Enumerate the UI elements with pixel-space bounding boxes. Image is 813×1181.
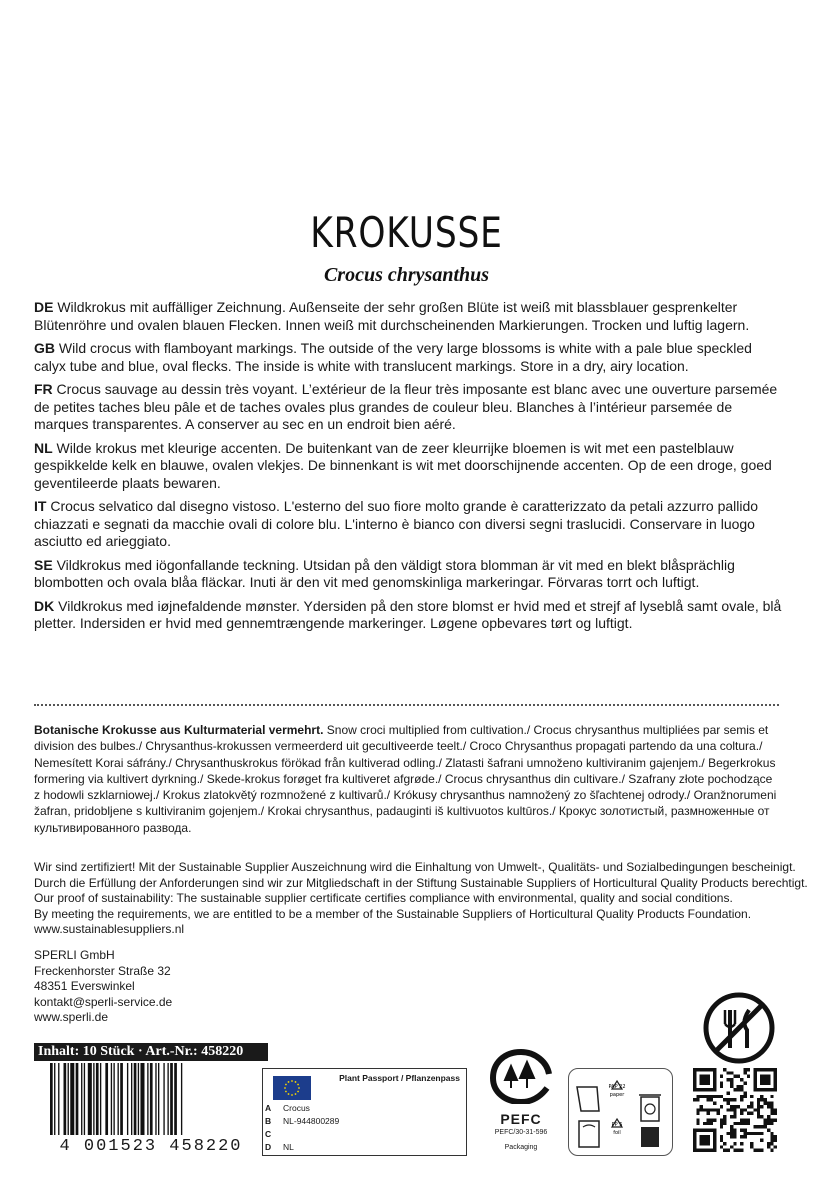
language-code: SE bbox=[34, 556, 53, 573]
recycling-info bbox=[568, 1068, 673, 1156]
city: 48351 Everswinkel bbox=[34, 979, 135, 993]
plant-passport bbox=[262, 1068, 467, 1156]
street: Freckenhorster Straße 32 bbox=[34, 963, 171, 978]
qr-code-icon[interactable] bbox=[693, 1068, 777, 1152]
description-gb bbox=[34, 340, 784, 375]
product-title: KROKUSSE bbox=[310, 208, 503, 257]
description-nl bbox=[34, 440, 784, 493]
svg-text:PP 5: PP 5 bbox=[611, 1122, 623, 1128]
not-edible-icon bbox=[701, 990, 777, 1066]
content-bar: Inhalt: 10 Stück · Art.-Nr.: 458220 bbox=[34, 1043, 268, 1061]
passport-row: C bbox=[265, 1129, 272, 1139]
pefc-logo-icon bbox=[489, 1048, 553, 1104]
propagation-heading: Botanische Krokusse aus Kulturmaterial vermehrt. bbox=[34, 723, 324, 737]
description-text: Wildkrokus mit auffälliger Zeichnung. Außenseite der sehr großen Blüte ist weiß mit blassblauer gesprenkelter Blütenröhre und ovalen blauen Flecken. Innen weiß mit durchscheinenden Markierungen. Trocken und luftig lagern. bbox=[34, 299, 750, 333]
description-text: Vildkrokus med iøjnefaldende mønster. Ydersiden på den store blomst er hvid med et strejf af lyseblå samt ovale, blå pletter. Indersiden er hvid med gennemtrængende markeringer. Løgene opbevares tørt og luftigt. bbox=[34, 597, 782, 631]
language-code: GB bbox=[34, 340, 55, 356]
propagation-note bbox=[34, 722, 779, 836]
passport-row: D NL bbox=[265, 1142, 294, 1152]
website-link[interactable]: www.sperli.de bbox=[34, 1010, 109, 1024]
barcode-number: 4 001523 458220 bbox=[59, 1137, 243, 1156]
svg-text:foil: foil bbox=[613, 1130, 621, 1136]
description-text: Crocus sauvage au dessin très voyant. L’extérieur de la fleur très imposante est blanc avec une ouverture parsemée de petites taches bleu pâle et de taches ovales plus grandes de couleur bleu. Blanches à l’intérieur parsemée de marques transparentes. A conserver au sec en un endroit bien aéré. bbox=[34, 381, 778, 432]
description-text: Wild crocus with flamboyant markings. The outside of the very large blossoms is white with a pale blue speckled calyx tube and blue, oval flecks. The inside is white with translucent markings. Store in a dry, airy location. bbox=[34, 340, 752, 374]
svg-text:PAP 22: PAP 22 bbox=[608, 1084, 626, 1090]
recycling-icon bbox=[569, 1069, 672, 1155]
eu-flag-icon bbox=[273, 1076, 311, 1100]
contact-email[interactable]: kontakt@sperli-service.de bbox=[34, 994, 173, 1009]
description-fr bbox=[34, 381, 784, 434]
cert-line: Durch die Erfüllung der Anforderungen sind wir zur Mitgliedschaft in der Stiftung Sustainable Suppliers of Horticultural Quality Products berechtigt. bbox=[34, 875, 808, 890]
passport-row: A Crocus bbox=[265, 1103, 310, 1113]
description-se bbox=[34, 557, 784, 592]
language-code: FR bbox=[34, 381, 53, 397]
company-name: SPERLI GmbH bbox=[34, 948, 115, 962]
cert-line: By meeting the requirements, we are entitled to be a member of the Sustainable Suppliers of Horticultural Quality Products Foundation. bbox=[34, 906, 752, 921]
pefc-packaging: Packaging bbox=[504, 1144, 538, 1151]
pefc-code: PEFC/30-31-596 bbox=[494, 1129, 548, 1136]
description-de bbox=[34, 299, 784, 334]
pefc-name: PEFC bbox=[500, 1111, 542, 1127]
cert-line: Wir sind zertifiziert! Mit der Sustainable Supplier Auszeichnung wird die Einhaltung von Umwelt-, Qualitäts- und Sozialbedingungen bescheinigt. bbox=[34, 860, 796, 874]
certification-text bbox=[34, 860, 808, 938]
language-code: NL bbox=[34, 439, 53, 456]
passport-title: Plant Passport / Pflanzenpass bbox=[339, 1073, 460, 1083]
botanical-name: Crocus chrysanthus bbox=[323, 264, 490, 286]
dotted-divider bbox=[34, 704, 779, 706]
passport-row: B NL-944800289 bbox=[265, 1116, 340, 1126]
descriptions bbox=[34, 299, 784, 639]
description-it bbox=[34, 498, 784, 551]
description-text: Vildkrokus med iögonfallande teckning. Utsidan på den väldigt stora blomman är vit med en blekt blåsprächlig blombotten och ovala blåa fläckar. Inuti är den vit med genomskinliga markeringar. Förvaras torrt och luftigt. bbox=[34, 556, 735, 590]
cert-link[interactable]: www.sustainablesuppliers.nl bbox=[34, 922, 185, 936]
language-code: IT bbox=[34, 498, 47, 514]
pefc-logo bbox=[486, 1048, 556, 1156]
language-code: DK bbox=[34, 597, 55, 614]
cert-line: Our proof of sustainability: The sustainable supplier certificate certifies compliance with environmental, quality and social conditions. bbox=[34, 891, 733, 905]
company-address bbox=[34, 948, 172, 1026]
svg-text:paper: paper bbox=[609, 1092, 625, 1098]
description-dk bbox=[34, 598, 784, 633]
description-text: Crocus selvatico dal disegno vistoso. L'esterno del suo fiore molto grande è caratterizzato da petali azzurro pallido chiazzati e segnati da macchie ovali di colore blu. L'interno è bianco con diversi segni traslucidi. Conservare in luogo asciutto ed arieggiato. bbox=[34, 498, 759, 549]
propagation-text: Snow croci multiplied from cultivation./ Crocus chrysanthus multipliées par semis et division des bulbes./ Chrysanthus-krokussen vermeerderd uit gecultiveerde teelt./ Croco Chrysanthus propagati partendo da una coltura./ Nemesített Korai sáfrány./ Chrysanthuskrokus förökad från kultiverad odling./ Zlatasti šafrani umnoženo kultiviranim gajenjem./ Begerkrokus formering via kultivert dyrkning./ Skede-krokus forøget fra kultiveret afgrøde./ Crocus chrysanthus din cultivare./ Szafrany złote pochodzące z hodowli szklarniowej./ Krokus zlatokvětý rozmnožené z kultivarů./ Krókusy chrysanthus namnožený zo šľachtenej odrody./ Oranžnorumeni žafran, pridobljene s kultiviranim gojenjem./ Krokai chrysanthus, padauginti iš kultivuotos kultūros./ Крокус золотистый, размноженные от культивированного развода. bbox=[34, 723, 777, 835]
language-code: DE bbox=[34, 299, 54, 315]
description-text: Wilde krokus met kleurige accenten. De buitenkant van de zeer kleurrijke bloemen is wit met een pastelblauw gespikkelde kelk en blauwe, ovalen vlekjes. De binnenkant is wit met doorschijnende accenten. Op de een droge, goed geventileerde plaats bewaren. bbox=[34, 439, 772, 491]
